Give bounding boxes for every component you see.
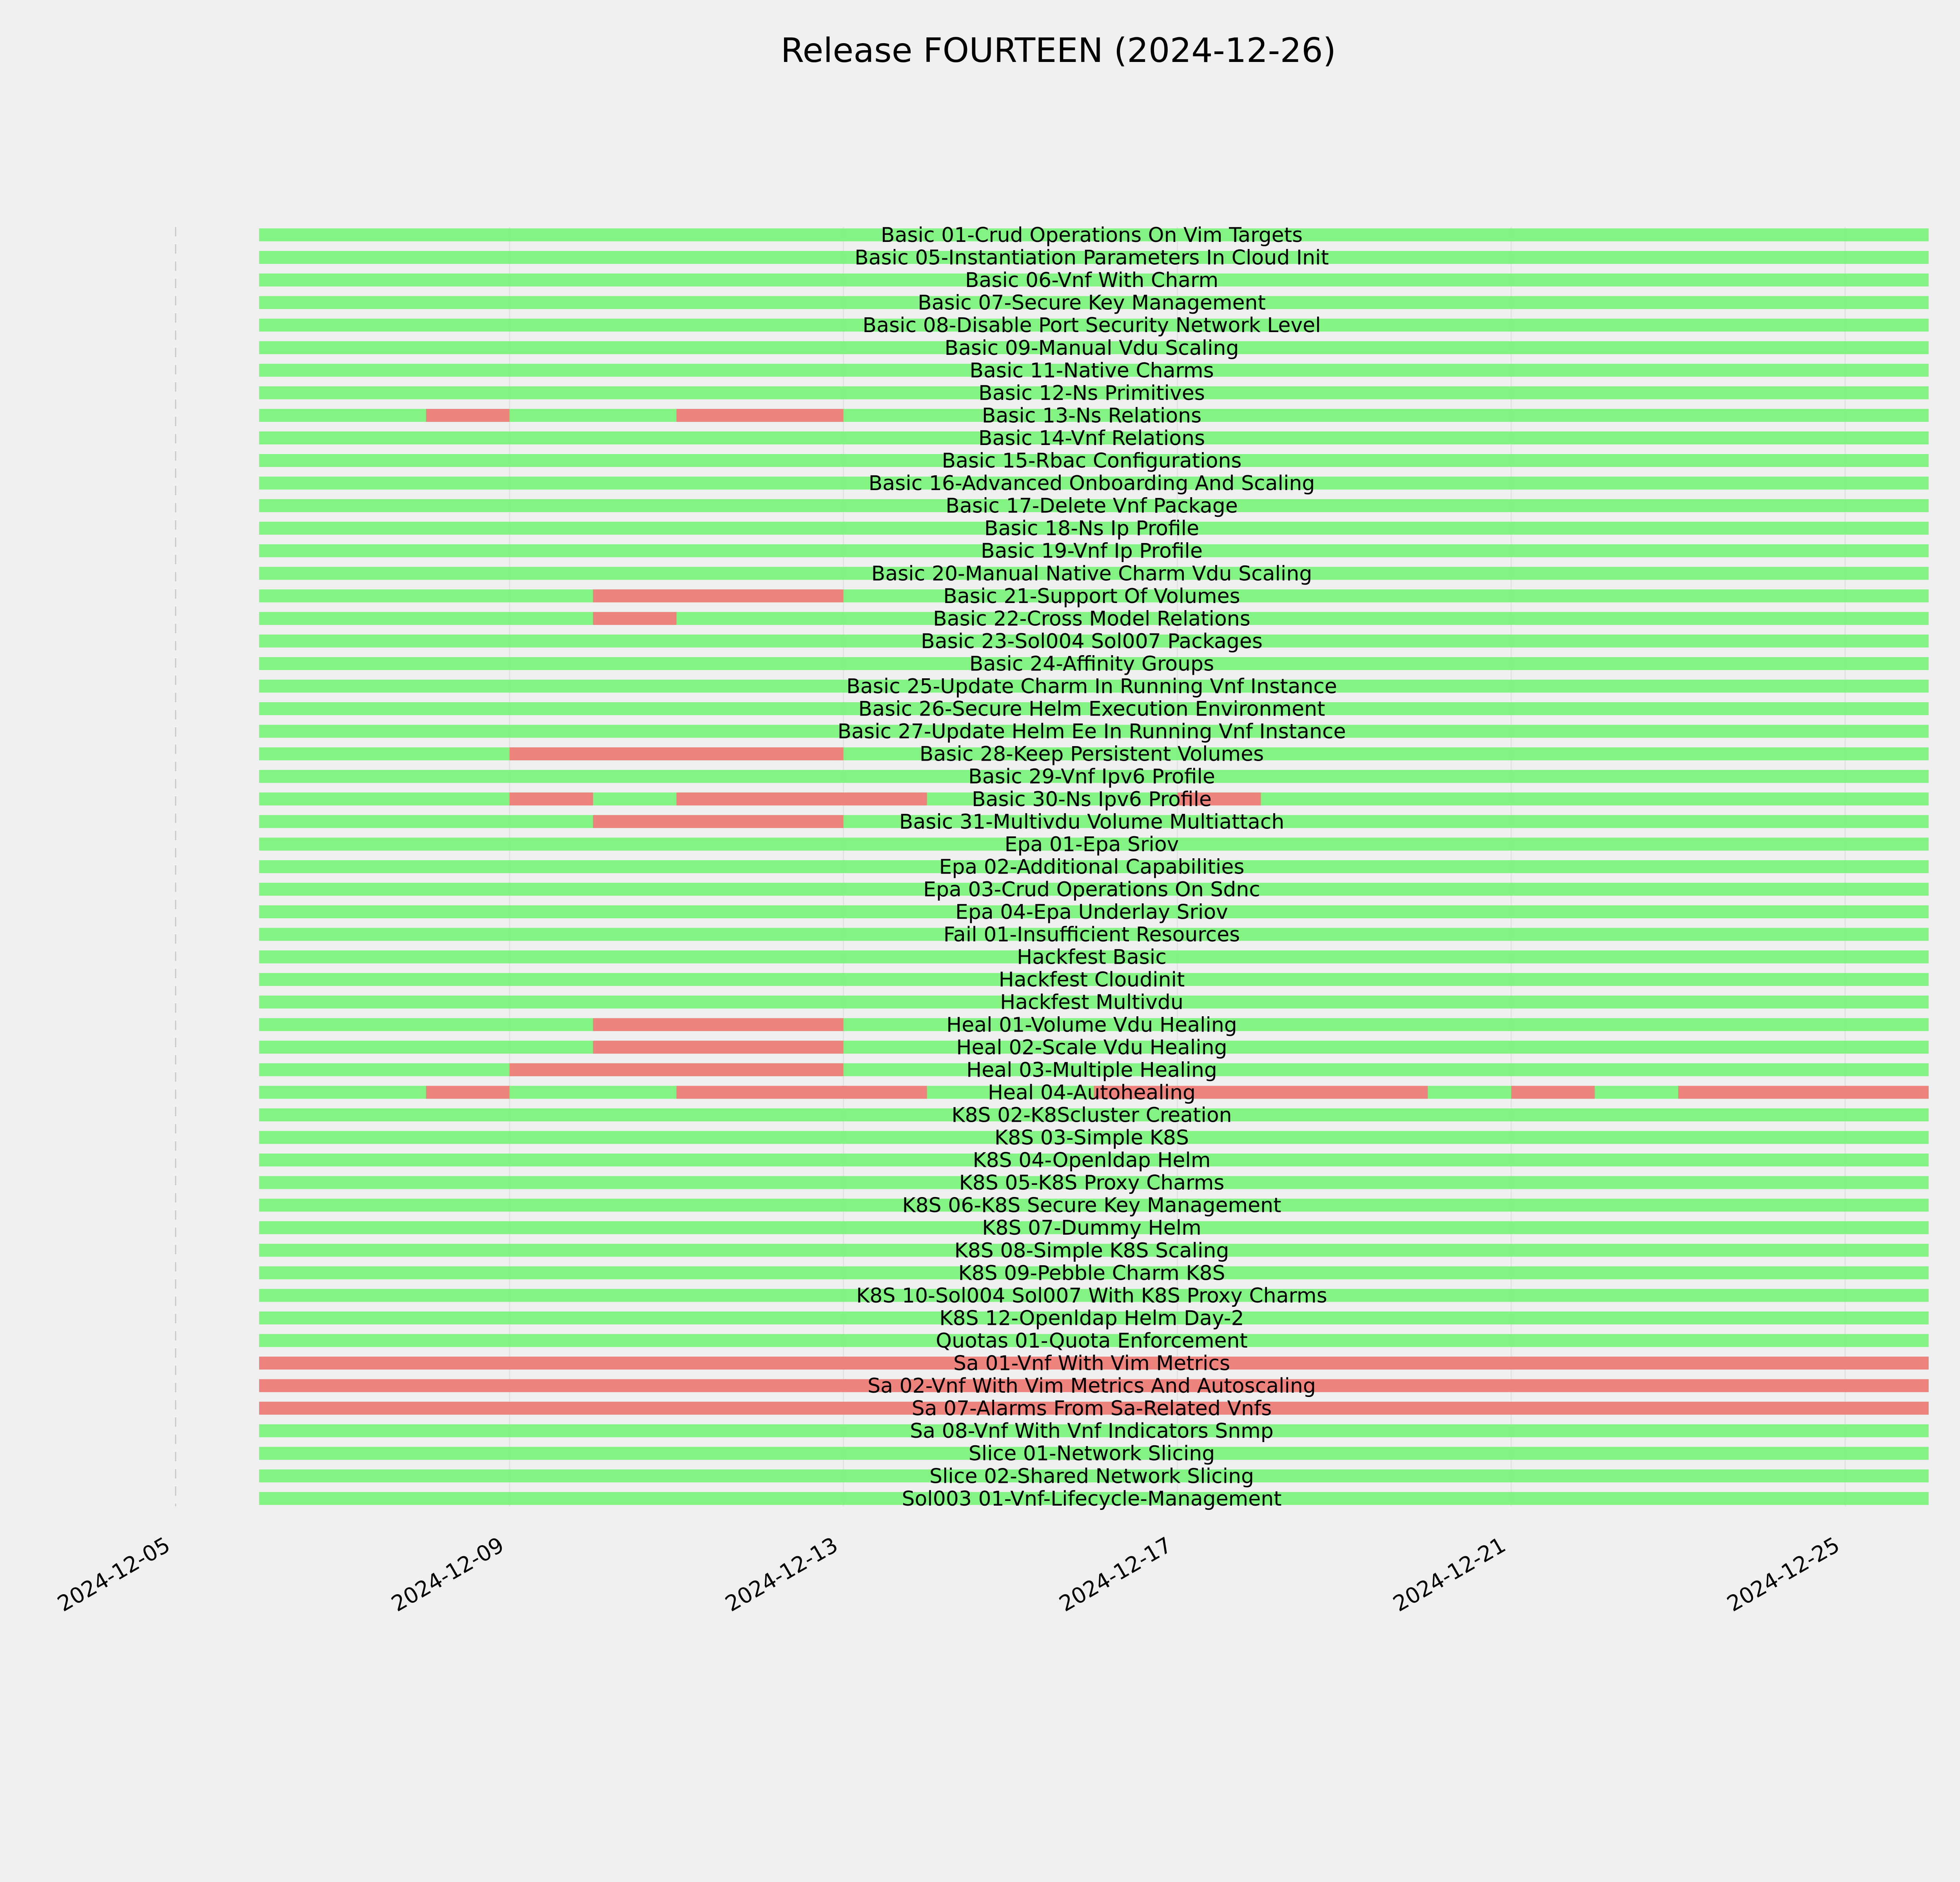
- test-label: Sa 01-Vnf With Vim Metrics: [953, 1352, 1230, 1375]
- fail-bar: [426, 1086, 510, 1099]
- test-label: Fail 01-Insufficient Resources: [943, 923, 1240, 947]
- fail-bar: [593, 612, 677, 625]
- fail-bar: [677, 409, 844, 422]
- test-label: Basic 16-Advanced Onboarding And Scaling: [868, 472, 1315, 496]
- test-label: Basic 30-Ns Ipv6 Profile: [971, 787, 1212, 811]
- fail-bar: [677, 792, 927, 805]
- fail-bar: [510, 1063, 844, 1076]
- test-label: K8S 02-K8Scluster Creation: [951, 1103, 1232, 1127]
- test-label: Basic 19-Vnf Ip Profile: [980, 539, 1203, 563]
- test-label: Basic 06-Vnf With Charm: [965, 269, 1219, 292]
- test-label: Basic 28-Keep Persistent Volumes: [919, 742, 1264, 766]
- test-label: Epa 01-Epa Sriov: [1004, 832, 1179, 856]
- test-label: Basic 14-Vnf Relations: [978, 426, 1205, 450]
- test-label: Hackfest Multivdu: [1000, 990, 1183, 1014]
- test-label: K8S 12-Openldap Helm Day-2: [939, 1306, 1244, 1330]
- test-label: Basic 26-Secure Helm Execution Environment: [858, 697, 1325, 721]
- fail-bar: [593, 815, 844, 828]
- test-label: Basic 12-Ns Primitives: [978, 381, 1205, 405]
- test-label: Sa 08-Vnf With Vnf Indicators Snmp: [910, 1419, 1274, 1443]
- test-label: Basic 07-Secure Key Management: [918, 291, 1266, 315]
- fail-bar: [426, 409, 510, 422]
- test-label: Sol003 01-Vnf-Lifecycle-Management: [902, 1487, 1282, 1511]
- fail-bar: [593, 1018, 844, 1031]
- test-label: Heal 02-Scale Vdu Healing: [956, 1035, 1227, 1059]
- test-label: Sa 02-Vnf With Vim Metrics And Autoscaling: [867, 1374, 1316, 1398]
- test-label: Basic 09-Manual Vdu Scaling: [944, 336, 1239, 360]
- test-label: K8S 08-Simple K8S Scaling: [954, 1239, 1229, 1263]
- test-label: Basic 21-Support Of Volumes: [943, 584, 1240, 608]
- x-tick-label: 2024-12-21: [1388, 1532, 1510, 1617]
- test-label: Basic 18-Ns Ip Profile: [984, 517, 1200, 541]
- test-label: Basic 29-Vnf Ipv6 Profile: [968, 765, 1215, 789]
- test-label: Epa 03-Crud Operations On Sdnc: [923, 877, 1260, 901]
- test-label: Basic 08-Disable Port Security Network Level: [862, 314, 1321, 338]
- test-label: Slice 02-Shared Network Slicing: [929, 1464, 1254, 1488]
- x-tick-label: 2024-12-25: [1722, 1532, 1844, 1617]
- test-label: Basic 15-Rbac Configurations: [942, 449, 1242, 473]
- test-label: K8S 09-Pebble Charm K8S: [958, 1261, 1225, 1285]
- test-label: Basic 05-Instantiation Parameters In Cloud Init: [855, 246, 1329, 270]
- x-tick-label: 2024-12-05: [53, 1532, 174, 1617]
- test-label: Heal 01-Volume Vdu Healing: [946, 1013, 1237, 1037]
- test-label: K8S 07-Dummy Helm: [982, 1216, 1201, 1240]
- test-label: Epa 04-Epa Underlay Sriov: [955, 900, 1228, 924]
- test-label: Basic 31-Multivdu Volume Multiattach: [899, 810, 1285, 834]
- test-label: Basic 25-Update Charm In Running Vnf Instance: [846, 675, 1337, 698]
- x-tick-label: 2024-12-09: [387, 1532, 508, 1617]
- test-label: Heal 03-Multiple Healing: [966, 1058, 1217, 1082]
- fail-bar: [1678, 1086, 1929, 1099]
- test-label: Basic 23-Sol004 Sol007 Packages: [921, 629, 1263, 653]
- test-label: Basic 22-Cross Model Relations: [933, 607, 1250, 631]
- test-label: Basic 17-Delete Vnf Package: [946, 494, 1238, 518]
- test-label: Epa 02-Additional Capabilities: [939, 855, 1245, 879]
- test-label: Basic 01-Crud Operations On Vim Targets: [880, 223, 1303, 247]
- test-label: Basic 27-Update Helm Ee In Running Vnf Instance: [837, 720, 1346, 744]
- x-tick-label: 2024-12-13: [721, 1532, 842, 1617]
- test-label: Basic 20-Manual Native Charm Vdu Scaling: [871, 562, 1312, 586]
- test-label: Heal 04-Autohealing: [987, 1081, 1196, 1104]
- test-label: Hackfest Basic: [1017, 945, 1167, 969]
- test-label: Basic 13-Ns Relations: [982, 404, 1202, 428]
- test-label: K8S 10-Sol004 Sol007 With K8S Proxy Charms: [856, 1284, 1327, 1308]
- fail-bar: [677, 1086, 927, 1099]
- test-label: K8S 06-K8S Secure Key Management: [902, 1194, 1281, 1217]
- test-label: K8S 03-Simple K8S: [995, 1126, 1189, 1150]
- test-label: Basic 11-Native Charms: [969, 359, 1214, 383]
- test-label: Quotas 01-Quota Enforcement: [936, 1329, 1248, 1353]
- fail-bar: [593, 589, 844, 602]
- fail-bar: [593, 1041, 844, 1054]
- fail-bar: [510, 747, 844, 760]
- fail-bar: [1511, 1086, 1595, 1099]
- test-label: Hackfest Cloudinit: [998, 968, 1185, 992]
- chart-title: Release FOURTEEN (2024-12-26): [780, 31, 1336, 70]
- test-label: Slice 01-Network Slicing: [968, 1442, 1215, 1466]
- test-label: K8S 04-Openldap Helm: [973, 1148, 1211, 1172]
- test-label: Sa 07-Alarms From Sa-Related Vnfs: [911, 1397, 1272, 1421]
- x-tick-label: 2024-12-17: [1055, 1532, 1176, 1617]
- test-label: K8S 05-K8S Proxy Charms: [959, 1171, 1225, 1195]
- fail-bar: [510, 792, 593, 805]
- test-label: Basic 24-Affinity Groups: [969, 652, 1214, 676]
